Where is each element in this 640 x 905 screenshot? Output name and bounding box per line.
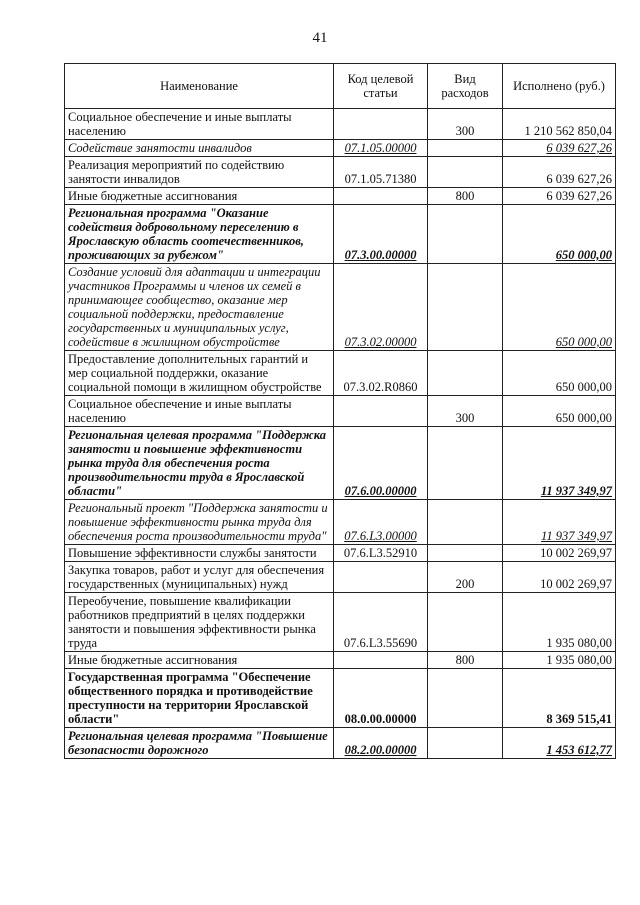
table-row <box>65 669 616 728</box>
row-code <box>334 109 428 140</box>
row-sum: 11 937 349,97 <box>503 500 616 545</box>
table-row <box>65 264 616 351</box>
row-kind <box>428 140 503 157</box>
row-kind: 800 <box>428 188 503 205</box>
row-kind: 200 <box>428 562 503 593</box>
row-sum: 6 039 627,26 <box>503 140 616 157</box>
row-sum: 6 039 627,26 <box>503 157 616 188</box>
row-sum: 1 210 562 850,04 <box>503 109 616 140</box>
row-name: Государственная программа "Обеспечение общественного порядка и противодействие преступности на территории Ярославской области" <box>65 669 334 728</box>
row-name: Предоставление дополнительных гарантий и мер социальной поддержки, оказание социальной помощи в жилищном обустройстве <box>65 351 334 396</box>
row-code <box>334 396 428 427</box>
row-name: Переобучение, повышение квалификации работников предприятий в целях поддержки занятости и повышения эффективности рынка труда <box>65 593 334 652</box>
row-code: 07.6.00.00000 <box>334 427 428 500</box>
table-row <box>65 562 616 593</box>
row-name: Региональная целевая программа "Поддержка занятости и повышение эффективности рынка труда для обеспечения роста производительности труда в Ярославской области" <box>65 427 334 500</box>
table-row <box>65 500 616 545</box>
row-kind: 300 <box>428 109 503 140</box>
row-kind <box>428 157 503 188</box>
row-sum: 11 937 349,97 <box>503 427 616 500</box>
budget-execution-table <box>64 63 616 759</box>
row-name: Региональная целевая программа "Повышение безопасности дорожного <box>65 728 334 759</box>
row-code: 07.3.02.00000 <box>334 264 428 351</box>
row-sum: 6 039 627,26 <box>503 188 616 205</box>
row-sum: 650 000,00 <box>503 205 616 264</box>
row-sum: 10 002 269,97 <box>503 545 616 562</box>
row-kind <box>428 500 503 545</box>
row-name: Повышение эффективности службы занятости <box>65 545 334 562</box>
row-kind <box>428 669 503 728</box>
row-code <box>334 188 428 205</box>
table-row <box>65 728 616 759</box>
row-code: 08.0.00.00000 <box>334 669 428 728</box>
table-row <box>65 545 616 562</box>
row-sum: 10 002 269,97 <box>503 562 616 593</box>
table-row <box>65 652 616 669</box>
header-sum: Исполнено (руб.) <box>503 64 616 109</box>
row-sum: 1 453 612,77 <box>503 728 616 759</box>
row-code: 07.1.05.00000 <box>334 140 428 157</box>
table-row <box>65 427 616 500</box>
row-code: 07.6.L3.00000 <box>334 500 428 545</box>
row-sum: 1 935 080,00 <box>503 652 616 669</box>
row-name: Создание условий для адаптации и интеграции участников Программы и членов их семей в принимающее сообщество, оказание мер социальной поддержки, предоставление государственных и муниципальных услуг, содействие в жилищном обустройстве <box>65 264 334 351</box>
row-kind <box>428 264 503 351</box>
row-name: Содействие занятости инвалидов <box>65 140 334 157</box>
row-code <box>334 652 428 669</box>
row-name: Региональная программа "Оказание содействия добровольному переселению в Ярославскую область соотечественников, проживающих за рубежом" <box>65 205 334 264</box>
row-code: 07.6.L3.52910 <box>334 545 428 562</box>
header-kind: Вид расходов <box>428 64 503 109</box>
row-code: 07.1.05.71380 <box>334 157 428 188</box>
row-kind <box>428 593 503 652</box>
page-number: 41 <box>312 30 328 46</box>
table-row <box>65 140 616 157</box>
row-sum: 650 000,00 <box>503 396 616 427</box>
row-sum: 650 000,00 <box>503 264 616 351</box>
row-code: 07.6.L3.55690 <box>334 593 428 652</box>
row-name: Социальное обеспечение и иные выплаты населению <box>65 109 334 140</box>
header-name: Наименование <box>65 64 334 109</box>
row-code: 07.3.00.00000 <box>334 205 428 264</box>
row-name: Иные бюджетные ассигнования <box>65 188 334 205</box>
row-kind <box>428 351 503 396</box>
table-row <box>65 351 616 396</box>
row-name: Региональный проект "Поддержка занятости и повышение эффективности рынка труда для обеспечения роста производительности труда" <box>65 500 334 545</box>
table-row <box>65 109 616 140</box>
row-name: Социальное обеспечение и иные выплаты населению <box>65 396 334 427</box>
row-kind <box>428 545 503 562</box>
table-row <box>65 593 616 652</box>
row-kind: 800 <box>428 652 503 669</box>
table-row <box>65 396 616 427</box>
row-sum: 8 369 515,41 <box>503 669 616 728</box>
table-row <box>65 188 616 205</box>
row-name: Иные бюджетные ассигнования <box>65 652 334 669</box>
row-kind <box>428 427 503 500</box>
row-code: 08.2.00.00000 <box>334 728 428 759</box>
row-code <box>334 562 428 593</box>
row-kind: 300 <box>428 396 503 427</box>
row-sum: 1 935 080,00 <box>503 593 616 652</box>
table-row <box>65 205 616 264</box>
table-row <box>65 157 616 188</box>
row-sum: 650 000,00 <box>503 351 616 396</box>
table-header-row <box>65 64 616 109</box>
row-name: Реализация мероприятий по содействию занятости инвалидов <box>65 157 334 188</box>
row-kind <box>428 205 503 264</box>
row-name: Закупка товаров, работ и услуг для обеспечения государственных (муниципальных) нужд <box>65 562 334 593</box>
row-code: 07.3.02.R0860 <box>334 351 428 396</box>
row-kind <box>428 728 503 759</box>
header-code: Код целевой статьи <box>334 64 428 109</box>
